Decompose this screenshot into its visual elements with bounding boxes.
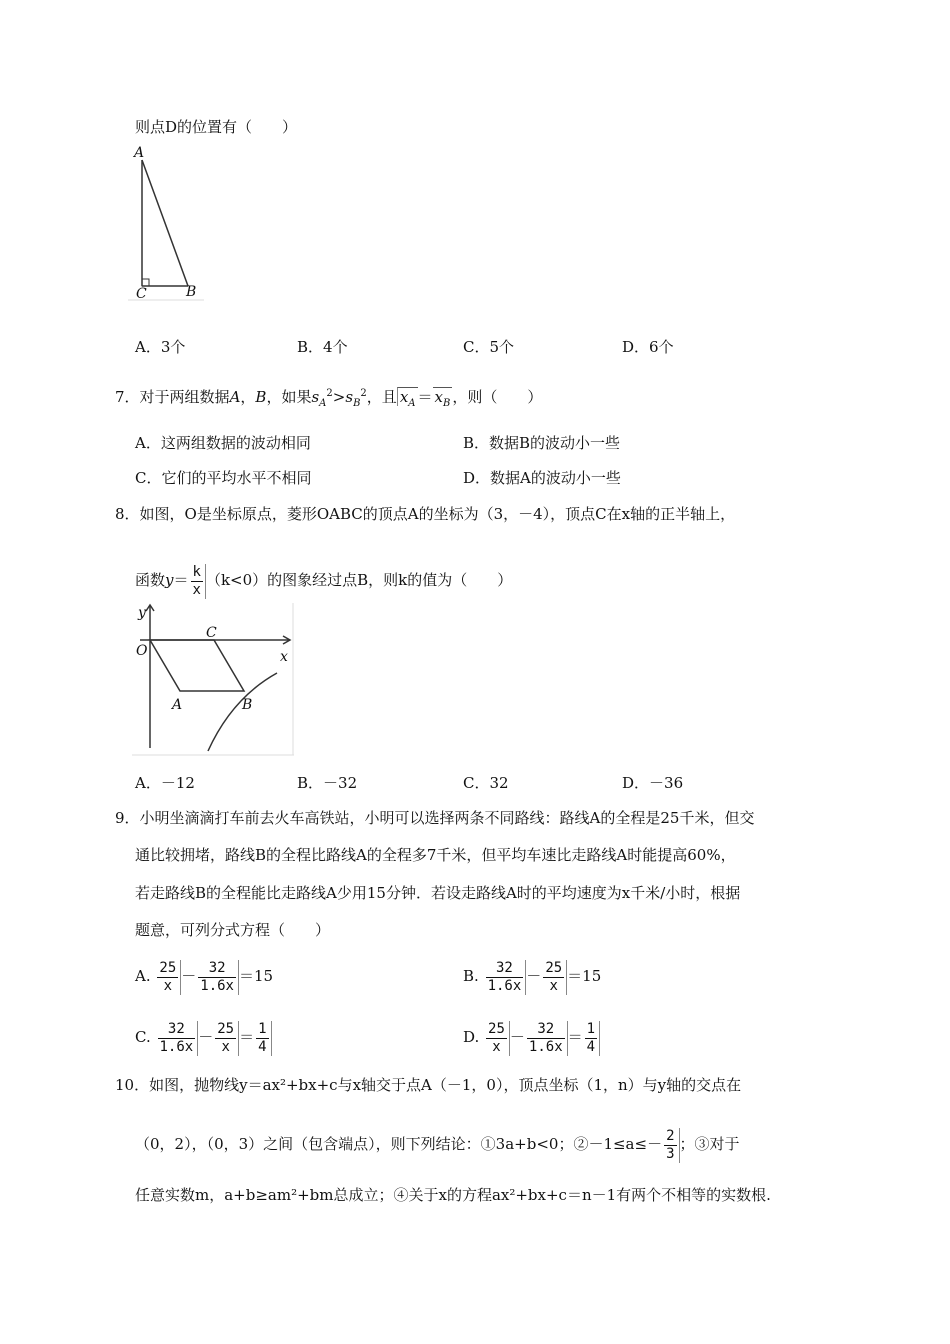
label-B: B	[242, 697, 253, 713]
label-C: C	[136, 286, 147, 302]
q6-option-a[interactable]: A．3个	[135, 338, 186, 356]
q8-option-c[interactable]: C．32	[463, 774, 509, 792]
q9-line2: 通比较拥堵，路线B的全程比路线A的全程多7千米，但平均车速比走路线A时能提高60%，	[135, 846, 736, 864]
label-B: B	[186, 284, 197, 300]
q6-option-d[interactable]: D．6个	[622, 338, 674, 356]
q9-line1: 9．小明坐滴滴打车前去火车高铁站，小明可以选择两条不同路线：路线A的全程是25千米，但交	[115, 809, 755, 827]
q9-line3: 若走路线B的全程能比走路线A少用15分钟．若设走路线A时的平均速度为x千米/小时，根据	[135, 884, 741, 902]
label-C: C	[206, 625, 217, 641]
rhombus-figure	[132, 603, 297, 758]
q10-line2: （0，2），（0，3）之间（包含端点），则下列结论：①3a+b<0；②－1≤a≤－ $\frac{2}{3}$ ；③对于	[135, 1127, 740, 1162]
label-y: y	[138, 605, 146, 621]
q9-option-c[interactable]: C. $\frac{32}{1.6x}$ － $\frac{25}{x}$ ＝ $\frac{1}{4}$	[135, 1016, 272, 1058]
q6-stem: 则点D的位置有（ ）	[135, 118, 298, 136]
two-thirds-fraction: $\frac{2}{3}$	[662, 1128, 679, 1163]
label-O: O	[136, 643, 148, 659]
q10-line1: 10．如图，抛物线y＝ax²+bx+c与x轴交于点A（－1，0），顶点坐标（1，n）与y轴的交点在	[115, 1076, 742, 1094]
q9-line4: 题意，可列分式方程（ ）	[135, 921, 331, 939]
q9-option-b[interactable]: B. $\frac{32}{1.6x}$ － $\frac{25}{x}$ ＝15	[463, 959, 602, 994]
q8-line2: 函数y＝ $\frac{k}{x}$ （k<0）的图象经过点B，则k的值为（ ）	[135, 563, 513, 598]
q9-option-a[interactable]: A. $\frac{25}{x}$ － $\frac{32}{1.6x}$ ＝15	[135, 959, 274, 994]
q10-line3: 任意实数m，a+b≥am²+bm总成立；④关于x的方程ax²+bx+c＝n－1有两个不相等的实数根.	[135, 1186, 771, 1204]
q8-line1: 8．如图，O是坐标原点，菱形OABC的顶点A的坐标为（3，－4），顶点C在x轴的正半轴上，	[115, 505, 736, 523]
q7-option-c[interactable]: C．它们的平均水平不相同	[135, 469, 312, 487]
q7-option-b[interactable]: B．数据B的波动小一些	[463, 434, 621, 452]
triangle-figure	[128, 142, 208, 304]
q8-option-a[interactable]: A．－12	[135, 774, 195, 792]
label-A: A	[134, 145, 145, 161]
q7-option-d[interactable]: D．数据A的波动小一些	[463, 469, 621, 487]
q8-option-d[interactable]: D．－36	[622, 774, 684, 792]
q8-option-b[interactable]: B．－32	[297, 774, 358, 792]
q7-option-a[interactable]: A．这两组数据的波动相同	[135, 434, 311, 452]
label-x: x	[280, 649, 288, 665]
k-over-x-fraction: $\frac{k}{x}$	[189, 564, 206, 599]
label-A: A	[172, 697, 183, 713]
q7-stem: 7．对于两组数据A，B，如果$s_A^2>s_B^2$，且 $x_A = x_B$ ，则（ ）	[115, 388, 543, 409]
q6-option-c[interactable]: C．5个	[463, 338, 515, 356]
q9-option-d[interactable]: D. $\frac{25}{x}$ － $\frac{32}{1.6x}$ ＝ $\frac{1}{4}$	[463, 1016, 600, 1058]
q6-option-b[interactable]: B．4个	[297, 338, 348, 356]
